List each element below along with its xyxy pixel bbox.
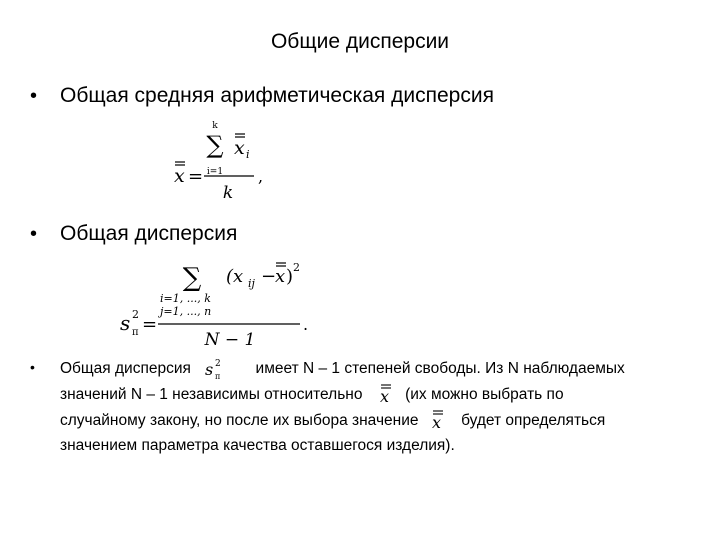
bullet-degrees-freedom — [30, 359, 60, 375]
inline-s: s — [205, 360, 214, 379]
formula1-denominator: k — [222, 183, 234, 203]
formula2-lhs-s: s — [120, 311, 131, 335]
formula-general-variance — [118, 258, 318, 350]
formula1-trailing: , — [258, 167, 264, 186]
inline-formula-grand-mean — [427, 408, 453, 434]
formula2-lower-line1: i=1, ..., k — [160, 292, 211, 305]
paragraph-line-3 — [60, 408, 700, 434]
paragraph-text: (их можно выбрать по — [405, 386, 564, 404]
inline-formula-grand-mean — [375, 382, 401, 408]
formula2-lower-line2: j=1, ..., n — [160, 305, 212, 318]
formula2-lhs-sup: 2 — [132, 308, 139, 321]
bullet-marker: • — [30, 359, 35, 375]
formula2-term-sub: ij — [248, 277, 255, 290]
slide-title: Общие дисперсии — [270, 30, 450, 53]
bullet-marker: • — [30, 223, 38, 245]
paragraph-text: значений N – 1 независимы относительно — [60, 386, 363, 404]
formula2-term-close: ) — [286, 266, 294, 287]
inline-s-sub: п — [215, 372, 221, 381]
formula2-denominator: N − 1 — [204, 330, 256, 350]
formula1-numerator-var: x — [234, 137, 245, 159]
bullet-marker: • — [30, 85, 38, 107]
bullet-text: Общая дисперсия — [60, 222, 238, 245]
formula1-numerator-sub: i — [246, 148, 250, 161]
bullet-text: Общая средняя арифметическая дисперсия — [60, 84, 494, 107]
formula2-sum-symbol: ∑ — [182, 263, 202, 293]
inline-formula-variance — [203, 356, 239, 382]
formula1-sum-lower: i=1 — [206, 167, 224, 177]
formula2-term-open: (x — [226, 266, 244, 287]
paragraph-line-1 — [60, 356, 700, 382]
formula2-term-bar-x: x — [275, 266, 286, 287]
formula2-trailing: . — [303, 315, 309, 334]
paragraph-text: будет определяться — [461, 412, 606, 430]
paragraph-line-4: значением параметра качества оставшегося изделия). — [60, 437, 455, 454]
formula1-sum-upper: k — [212, 121, 218, 131]
formula2-term-exp: 2 — [293, 261, 300, 274]
formula1-lhs: x — [174, 165, 185, 187]
formula-grand-mean — [168, 116, 278, 206]
formula1-sum-symbol: ∑ — [206, 131, 224, 159]
degrees-of-freedom-paragraph — [60, 356, 700, 458]
bullet-general-mean — [30, 84, 494, 108]
inline-s-sup: 2 — [215, 359, 221, 369]
paragraph-text: Общая дисперсия — [60, 360, 191, 378]
formula1-equals: = — [188, 166, 204, 187]
inline-x: x — [379, 387, 389, 406]
paragraph-text: имеет N – 1 степеней свободы. Из N наблюдаемых — [255, 360, 625, 378]
inline-x: x — [431, 413, 441, 432]
formula2-lhs-sub: п — [132, 327, 139, 338]
paragraph-text: случайному закону, но после их выбора значение — [60, 412, 419, 430]
formula2-equals: = — [142, 314, 158, 335]
bullet-general-variance — [30, 222, 237, 246]
paragraph-line-2 — [60, 382, 700, 408]
formula2-term-minus: − — [261, 266, 277, 287]
